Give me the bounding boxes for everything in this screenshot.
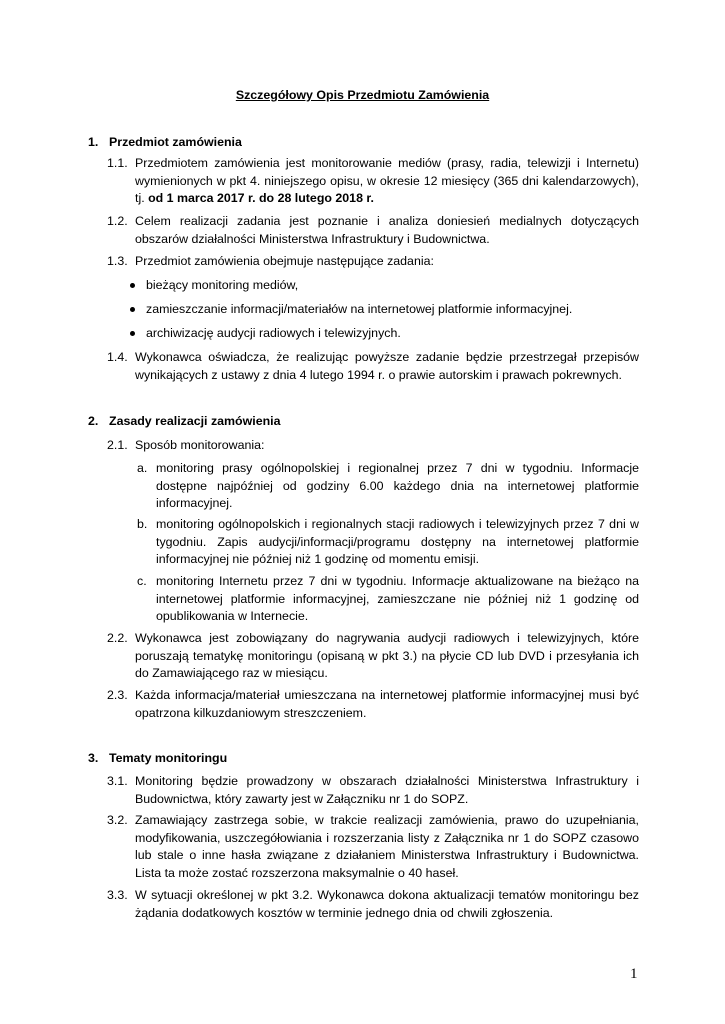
item-text: Przedmiot zamówienia obejmuje następujące zadania: (135, 254, 434, 268)
item-1-2 (107, 213, 639, 248)
subitem-text: monitoring Internetu przez 7 dni w tygodniu. Informacje aktualizowane na bieżąco na internetowej platformie informacyjnej, zamieszczane nie później niż 1 godzinę od opublikowania w Internecie. (156, 574, 639, 623)
bullet-icon (130, 283, 135, 288)
bullet-item (128, 325, 401, 343)
item-number: 1.2. (107, 214, 128, 228)
item-number: 3.1. (107, 774, 128, 788)
item-text: Monitoring będzie prowadzony w obszarach działalności Ministerstwa Infrastruktury i Budownictwa, który zawarty jest w Załączniku nr 1 do SOPZ. (135, 774, 639, 806)
subitem-text: monitoring prasy ogólnopolskiej i regionalnej przez 7 dni w tygodniu. Informacje dostępne najpóźniej od godziny 6.00 każdego dnia na internetowej platformie informacyjnej. (156, 461, 639, 510)
subitem-letter: a. (137, 461, 148, 475)
section-heading-text: Zasady realizacji zamówienia (109, 414, 281, 428)
item-number: 1.1. (107, 156, 128, 170)
item-text: Przedmiotem zamówienia jest monitorowanie mediów (prasy, radia, telewizji i Internetu) wymienionych w pkt 4. niniejszego opisu, w okresie 12 miesięcy (365 dni kalendarzowych), tj. (135, 156, 639, 205)
bullet-item (128, 301, 572, 319)
item-number: 2.2. (107, 631, 128, 645)
bullet-icon (130, 307, 135, 312)
item-2-2 (107, 630, 639, 683)
subitem-letter: c. (137, 574, 147, 588)
subitem-a (137, 460, 639, 513)
document-title: Szczegółowy Opis Przedmiotu Zamówienia (235, 88, 490, 102)
item-number: 1.3. (107, 254, 128, 268)
section-heading-text: Tematy monitoringu (109, 751, 228, 765)
item-1-1 (107, 155, 639, 208)
bullet-text: bieżący monitoring mediów, (146, 278, 299, 292)
item-3-2 (107, 812, 639, 882)
bullet-text: archiwizację audycji radiowych i telewizyjnych. (146, 326, 401, 340)
bullet-text: zamieszczanie informacji/materiałów na internetowej platformie informacyjnej. (146, 302, 573, 316)
page-number: 1 (630, 966, 638, 982)
item-text: Celem realizacji zadania jest poznanie i analiza doniesień medialnych dotyczących obszarów działalności Ministerstwa Infrastruktury i Budownictwa. (135, 214, 639, 246)
subitem-c (137, 573, 639, 626)
item-number: 3.3. (107, 888, 128, 902)
section-number: 2. (88, 414, 99, 428)
subitem-b (137, 516, 639, 569)
item-text-bold: od 1 marca 2017 r. do 28 lutego 2018 r. (148, 191, 374, 205)
item-text: Wykonawca oświadcza, że realizując powyższe zadanie będzie przestrzegał przepisów wynikających z ustawy z dnia 4 lutego 1994 r. o prawie autorskim i prawach pokrewnych. (135, 350, 639, 382)
item-number: 3.2. (107, 813, 128, 827)
item-2-1 (107, 437, 639, 455)
section-number: 3. (88, 751, 99, 765)
item-number: 2.1. (107, 438, 128, 452)
bullet-item (128, 277, 298, 295)
item-1-3 (107, 253, 639, 271)
subitem-text: monitoring ogólnopolskich i regionalnych stacji radiowych i telewizyjnych przez 7 dni w tygodniu. Zapis audycji/informacji/programu dostępny na internetowej platformie informacyjnej nie później niż 1 godzinę od momentu emisji. (156, 517, 639, 566)
bullet-icon (130, 331, 135, 336)
item-3-3 (107, 887, 639, 922)
subitem-letter: b. (137, 517, 148, 531)
item-text: Wykonawca jest zobowiązany do nagrywania audycji radiowych i telewizyjnych, które poruszają tematykę monitoringu (opisaną w pkt 3.) na płycie CD lub DVD i przesyłania ich do Zamawiającego raz w miesiącu. (135, 631, 639, 680)
item-number: 1.4. (107, 350, 128, 364)
section-3-heading (88, 750, 227, 768)
section-number: 1. (88, 135, 99, 149)
section-2-heading (88, 413, 281, 431)
item-text: Zamawiający zastrzega sobie, w trakcie realizacji zamówienia, prawo do uzupełniania, modyfikowania, uszczegółowiania i rozszerzania listy z Załącznika nr 1 do SOPZ czasowo lub stale o inne hasła związane z działaniem Ministerstwa Infrastruktury i Budownictwa. Lista ta może zostać rozszerzona maksymalnie o 40 haseł. (135, 813, 639, 880)
item-1-4 (107, 349, 639, 384)
section-1-heading (88, 134, 242, 152)
item-3-1 (107, 773, 639, 808)
item-text: Każda informacja/materiał umieszczana na internetowej platformie informacyjnej musi być opatrzona kilkuzdaniowym streszczeniem. (135, 688, 639, 720)
item-2-3 (107, 687, 639, 722)
item-text: Sposób monitorowania: (135, 438, 265, 452)
item-text: W sytuacji określonej w pkt 3.2. Wykonawca dokona aktualizacji tematów monitoringu bez żądania dodatkowych kosztów w terminie jednego dnia od chwili zgłoszenia. (135, 888, 639, 920)
section-heading-text: Przedmiot zamówienia (109, 135, 242, 149)
item-number: 2.3. (107, 688, 128, 702)
